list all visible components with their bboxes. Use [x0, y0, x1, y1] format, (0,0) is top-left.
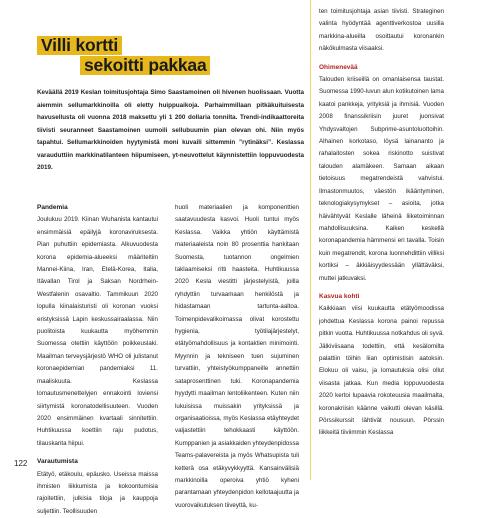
section-heading-kasvua-kohti: Kasvua kohti — [319, 292, 360, 300]
body-paragraph: ten toimitusjohtaja asian tiivisti. Strateginen valinta hyödyntää agenttiverkostoa uusilla markkina-alueilla osoittautui koronankin näkökulmasta viisaaksi. — [319, 8, 444, 53]
section-heading-varautumista: Varautumista — [37, 458, 78, 466]
section-heading-pandemia: Pandemia — [37, 204, 68, 211]
body-paragraph: Joulukuu 2019. Kiinan Wuhanista kantautui ensimmäisiä epäilyjä koronaviruksesta. Pian puhuttiin epidemiasta. Alkuvuodesta korona epidemia-alueeksi määriteltiin Mannei-Kiina, Iran, Etelä-Korea, Italia, Itävallan Tirol ja Saksan Nordrhein-Westfalenin osavaltio. Tammikuun 2020 lopulla kiinalaisturisti oli koronan vuoksi eristyksissä Lapin keskussairaalassa. Niin puolitoista kuukautta myöhemmin Suomessa otettiin käyttöön poikkeuslaki. Maailman terveysjärjestö WHO oli julistanut koronaepidemian pandemiaksi 11. maaliskuuta. Keslassa lomautusmenettelyjen ennakointi loviensi siirtymistä koronatodellisuuteen. Vuoden 2020 ensimmäinen kvartaali sinnitettiin. Huhtikuussa koettiin raju pudotus, tilauskanta hiipui. — [37, 216, 158, 447]
section-heading-ohimenevaa: Ohimenevää — [319, 63, 358, 71]
text-column-right — [319, 6, 444, 440]
body-paragraph: Kaikkiaan viisi kuukautta etätyömoodissa johdettua Keslassa korona painoi repussa pitkin vuotta. Huhtikuussa notkahdus oli syvä. Jälkiviisaana todettiin, että kesälomilta palattiin töihin liian optimistisin aatoksin. Elokuu oli vaisu, ja lomautuksia olisi ollut viisasta jatkaa. Kun media loppuvuodesta 2020 kertoi lupaavia rokoteuusia maailmalta, koronakriisin käänne vaikutti olevan käsillä. Pörssikurssit lähtivät nousuun. Pörssin liikkeitä tiiviimmin Keslassa — [319, 305, 444, 437]
body-paragraph: Etätyö, etäkoulu, epäusko. Useissa maissa ihmisten liikkumista ja kokoontumisia rajoitettiin, julkisia tiloja ja kauppoja suljettiin. Teollisuuden — [37, 470, 158, 515]
text-column-left — [37, 202, 158, 518]
page-number: 122 — [14, 459, 28, 468]
text-column-middle — [175, 202, 299, 512]
sidebar-divider — [310, 0, 311, 480]
lead-paragraph: Keväällä 2019 Keslan toimitusjohtaja Simo Saastamoinen oli hivenen huolissaan. Vuotta aiemmin sellumarkkinoilla oli eletty huippuaikoja. Parhaimmillaan pitkäkuituisesta havusellusta oli vuonna 2018 maksettu yli 1 200 dollaria tonnilta. Trendi-indikaattoreita tiivisti seuranneet Saastamoinen uumoili sellubuumin pian olevan ohi. Niin myös tapahtui. Sellumarkkinoiden hyytymistä moni kuvaili sittemmin ”rytinäksi”. Keslassa varauduttiin markkinatilanteen hiipumiseen, yt-neuvottelut käynnistettiin loppuvuodesta 2019. — [37, 89, 304, 171]
article-title-line-1: Villi kortti — [37, 36, 122, 55]
body-paragraph: huoli materiaalien ja komponenttien saatavuudesta kasvoi. Huoli tuntui myös Keslassa. Vaikka yhtiön käyttämistä materiaaleista noin 80 prosenttia hankitaan Suomesta, tuotannon ongelmien taklaamiseksi ritti haasteita. Huhtikuussa 2020 Kesla viestitti järjestelyistä, joilla ryhdyttiin turvaamaan henkilöstä ja hidastamaan tartunta-aaltoa. Toimenpidevalikoimassa olivat korostettu hygienia, työtilajärjestelyt, etätyömahdollisuus ja kontaktien minimointi. Myynnin ja tekniseen tuen sujuminen turvattiin, yhteistyökumppaneille annettiin sataprosenttinen tuki. Koronapandemia hyydytti maailman lentoliikenteen. Kuten niin lukuisissa muissakin yrityksissä ja organisaatioissa, myös Keslassa etäyhteydet valjastettiin tehokkaasti käyttöön. Kumppanien ja asiakkaiden yhteydenpidossa Teams-palavereista ja myös Whatsupista tuli ketterä osa etäkyvykkyyttä. Kansainvälisiä markkinoilla operoiva yhtiö kyheni parantamaan yhteydenpidon kellotaajuutta ja vuorovaikutuksen tiiveyttä, ku- — [175, 204, 299, 509]
body-paragraph: Talouden kriiseillä on omanlaisensa taustat. Suomessa 1990-luvun alun kotikutoinen lama kaatoi pankkeja, yrityksiä ja ihmisiä. Vuoden 2008 finanssikriisin juuret juonsivat Yhdysvaltojen Subprime-asuntoluottoihin. Alhainen korkotaso, löysä lainananto ja rahalaitosten sokea riskinotto suistivat talouden alamäkeen. Samaan aikaan tietoisuus megatrendeistä vahvistui. Ilmastonmuutos, väestön ikääntyminen, teknologiakysymykset – asioita, jotka häivähtyvät Keslalle läheinä liiketoiminnan mahdollisuuksina. Kaiken keskellä koronapandemia hämmensi eri tavalla. Toisin kuin megatrendit, korona luonnehdittiin villiksi kortiksi – äkkiäisyydessään yllättäväksi, muttei jatkuvaksi. — [319, 76, 444, 282]
article-title-line-2: sekoitti pakkaa — [80, 56, 210, 75]
